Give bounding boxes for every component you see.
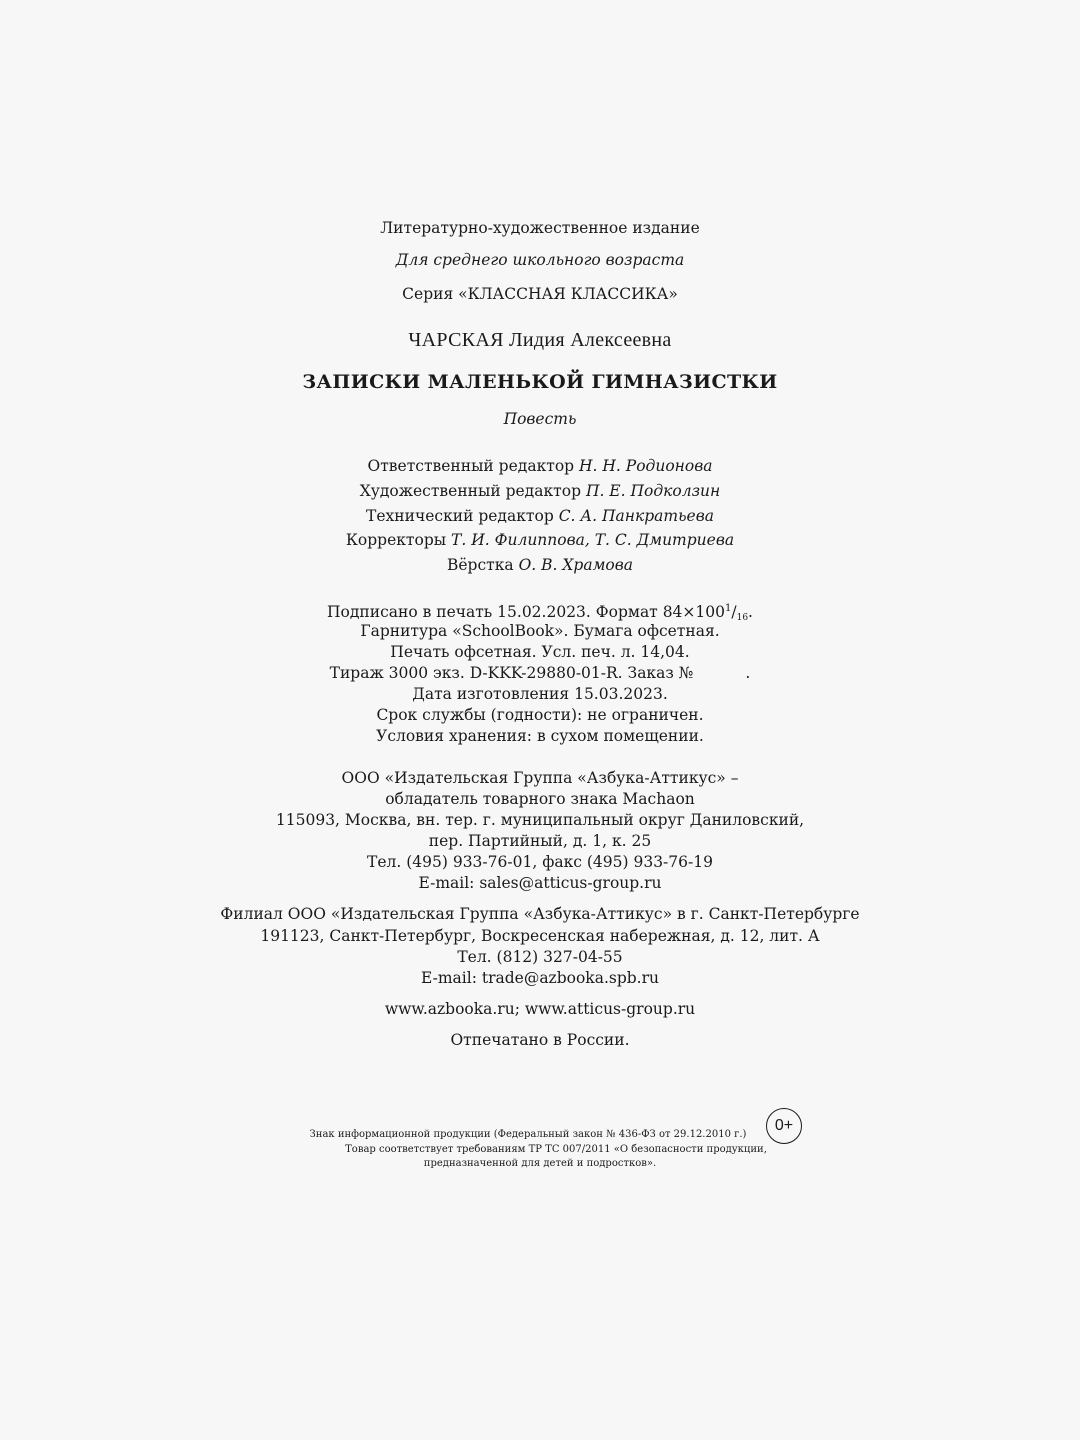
shelf-life: Срок службы (годности): не ограничен. — [376, 706, 704, 724]
credit-line — [0, 554, 1080, 576]
compliance-note: Товар соответствует требованиям ТР ТС 007/2011 «О безопасности продукции, — [345, 1144, 767, 1155]
format-denominator: 16 — [736, 613, 749, 623]
edition-type: Литературно-художественное издание — [380, 219, 700, 237]
print-signed-text: Подписано в печать 15.02.2023. Формат 84×100 — [327, 603, 725, 621]
credit-role: Технический редактор — [366, 507, 554, 525]
made-date: Дата изготовления 15.03.2023. — [412, 685, 668, 703]
branch-phone: Тел. (812) 327-04-55 — [457, 948, 623, 966]
compliance-note: предназначенной для детей и подростков». — [423, 1158, 657, 1169]
branch-email: E-mail: trade@azbooka.spb.ru — [421, 969, 659, 987]
storage-conditions: Условия хранения: в сухом помещении. — [376, 727, 704, 745]
run-info — [0, 662, 1080, 684]
run-text: Тираж 3000 экз. D-KKK-29880-01-R. Заказ № — [329, 664, 694, 682]
publisher-name: ООО «Издательская Группа «Азбука-Аттикус» – — [341, 769, 739, 787]
credit-line — [0, 505, 1080, 527]
publisher-trademark: обладатель товарного знака Machaon — [385, 790, 695, 808]
branch-name: Филиал ООО «Издательская Группа «Азбука-Аттикус» в г. Санкт-Петербурге — [220, 905, 860, 923]
credit-role: Ответственный редактор — [367, 457, 575, 475]
credit-name: Т. И. Филиппова, Т. С. Дмитриева — [451, 531, 735, 549]
credit-line — [0, 455, 1080, 477]
format-numerator: 1 — [724, 603, 732, 614]
credit-line — [0, 480, 1080, 502]
credit-role: Вёрстка — [446, 556, 514, 574]
book-genre: Повесть — [503, 410, 577, 428]
credit-role: Корректоры — [345, 531, 447, 549]
credit-name: П. Е. Подколзин — [585, 482, 721, 500]
publisher-address: 115093, Москва, вн. тер. г. муниципальный округ Даниловский, — [275, 811, 805, 829]
printed-in: Отпечатано в России. — [450, 1031, 630, 1049]
audience-note: Для среднего школьного возраста — [395, 251, 685, 269]
book-title: ЗАПИСКИ МАЛЕНЬКОЙ ГИМНАЗИСТКИ — [302, 371, 778, 393]
websites: www.azbooka.ru; www.atticus-group.ru — [384, 1000, 696, 1018]
author-name: ЧАРСКАЯ Лидия Алексеевна — [408, 329, 672, 351]
credit-role: Художественный редактор — [359, 482, 581, 500]
publisher-address: пер. Партийный, д. 1, к. 25 — [428, 832, 652, 850]
branch-address: 191123, Санкт-Петербург, Воскресенская набережная, д. 12, лит. А — [260, 927, 820, 945]
credit-name: О. В. Храмова — [518, 556, 634, 574]
age-rating-badge: 0+ — [766, 1108, 802, 1144]
print-signed: Подписано в печать 15.02.2023. Формат $84\times 100^1/_{16}$. — [327, 603, 753, 623]
publisher-email: E-mail: sales@atticus-group.ru — [418, 874, 662, 892]
publisher-phones: Тел. (495) 933-76-01, факс (495) 933-76-19 — [367, 853, 713, 871]
format-end: . — [748, 603, 753, 621]
printing-info: Печать офсетная. Усл. печ. л. 14,04. — [390, 643, 690, 661]
run-end: . — [745, 664, 751, 682]
series-name: Серия «КЛАССНАЯ КЛАССИКА» — [402, 285, 678, 303]
info-mark-note: Знак информационной продукции (Федеральный закон № 436-ФЗ от 29.12.2010 г.) — [309, 1129, 747, 1140]
credit-name: С. А. Панкратьева — [558, 507, 714, 525]
credit-line — [0, 529, 1080, 551]
typeface-info: Гарнитура «SchoolBook». Бумага офсетная. — [360, 622, 720, 640]
credit-name: Н. Н. Родионова — [579, 457, 713, 475]
